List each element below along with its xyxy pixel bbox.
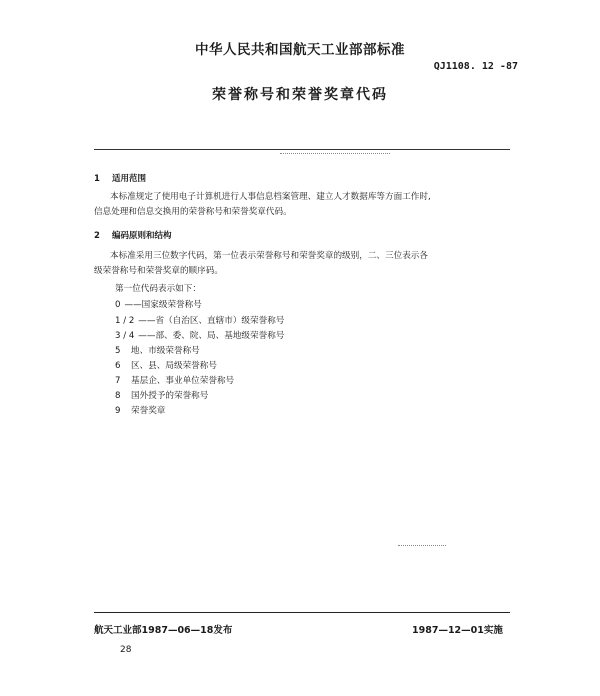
issue-date: 航天工业部1987—06—18发布 [94,625,233,636]
code-value: 8 [115,391,121,401]
list-item [115,404,165,416]
section-number: 1 [94,174,100,184]
section-title: 编码原则和结构 [112,231,172,241]
code-value: 9 [115,406,121,416]
page-number: 28 [120,645,132,655]
scan-mark [398,545,446,546]
list-intro: 第一位代码表示如下： [115,284,201,294]
code-value: 0 [115,300,121,310]
section-heading [94,229,172,241]
effective-date: 1987—12—01实施 [412,625,503,636]
footer-rule [94,612,510,613]
code-meaning: 区、县、局级荣誉称号 [131,361,217,371]
code-meaning: ——省（自治区、直辖市）级荣誉称号 [138,316,285,326]
code-meaning: 基层企、事业单位荣誉称号 [131,376,235,386]
code-value: 3 / 4 [115,331,135,341]
list-item [115,344,200,356]
document-title: 荣誉称号和荣誉奖章代码 [212,87,388,103]
code-meaning: ——部、委、院、局、基地级荣誉称号 [138,331,285,341]
standard-code: QJ1108. 12 -87 [433,61,518,72]
list-item [115,298,202,310]
paragraph-line: 级荣誉称号和荣誉奖章的顺序码。 [94,266,223,276]
issuing-organization: 中华人民共和国航天工业部部标准 [195,42,405,58]
code-meaning: 国外授予的荣誉称号 [131,391,209,401]
title-rule [94,149,510,150]
paragraph-line: 本标准规定了使用电子计算机进行人事信息档案管理、建立人才数据库等方面工作时, [110,192,431,202]
code-meaning: ——国家级荣誉称号 [124,300,202,310]
list-item [115,359,217,371]
list-item [115,329,284,341]
paragraph-line: 信息处理和信息交换用的荣誉称号和荣誉奖章代码。 [94,207,292,217]
title-rule-shadow [280,153,390,154]
list-item [115,374,234,386]
list-item [115,389,208,401]
code-value: 1 / 2 [115,316,135,326]
paragraph-line: 本标准采用三位数字代码，第一位表示荣誉称号和荣誉奖章的级别，二、三位表示各 [110,251,428,261]
code-value: 7 [115,376,121,386]
code-meaning: 地、市级荣誉称号 [131,346,200,356]
code-meaning: 荣誉奖章 [131,406,166,416]
section-heading [94,172,146,184]
section-number: 2 [94,231,100,241]
list-item [115,314,284,326]
section-title: 适用范围 [112,174,147,184]
code-value: 6 [115,361,121,371]
code-value: 5 [115,346,121,356]
